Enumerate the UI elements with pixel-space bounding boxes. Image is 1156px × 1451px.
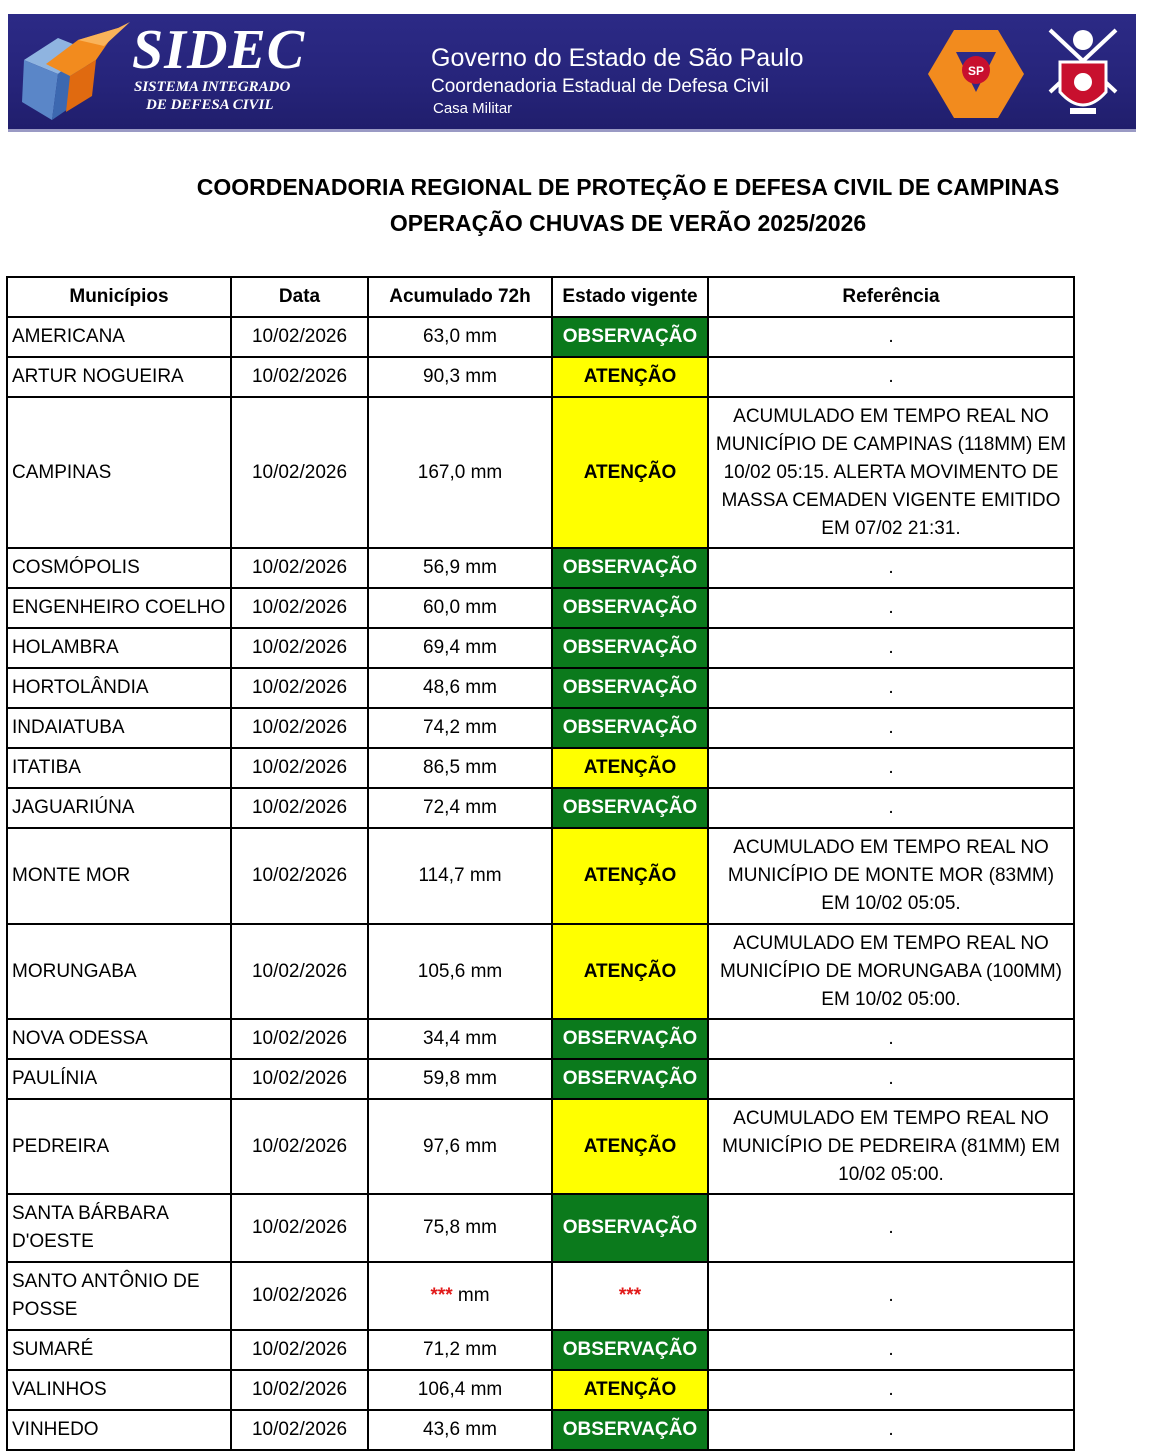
rainfall-cell: [368, 1262, 552, 1330]
rainfall-cell: 75,8 mm: [368, 1194, 552, 1262]
status-badge: OBSERVAÇÃO: [552, 628, 708, 668]
table-row: [7, 1059, 1074, 1099]
reference-cell: ACUMULADO EM TEMPO REAL NO MUNICÍPIO DE PEDREIRA (81MM) EM 10/02 05:00.: [708, 1099, 1074, 1194]
table-row: [7, 924, 1074, 1019]
status-badge: ATENÇÃO: [552, 748, 708, 788]
status-badge: ATENÇÃO: [552, 357, 708, 397]
column-header-estado: Estado vigente: [552, 277, 708, 317]
date-cell: 10/02/2026: [231, 748, 368, 788]
date-cell: 10/02/2026: [231, 628, 368, 668]
reference-cell: ACUMULADO EM TEMPO REAL NO MUNICÍPIO DE MONTE MOR (83MM) EM 10/02 05:05.: [708, 828, 1074, 924]
status-badge: OBSERVAÇÃO: [552, 1019, 708, 1059]
government-title: Governo do Estado de São Paulo: [431, 44, 804, 72]
sidec-logo-icon: [18, 20, 138, 124]
status-badge: OBSERVAÇÃO: [552, 548, 708, 588]
status-badge: OBSERVAÇÃO: [552, 317, 708, 357]
status-badge: ATENÇÃO: [552, 1099, 708, 1194]
status-badge: OBSERVAÇÃO: [552, 1410, 708, 1450]
municipio-cell: HORTOLÂNDIA: [7, 668, 231, 708]
municipio-cell: CAMPINAS: [7, 397, 231, 548]
date-cell: 10/02/2026: [231, 1019, 368, 1059]
status-badge: OBSERVAÇÃO: [552, 788, 708, 828]
military-crest-icon: [1040, 22, 1126, 122]
table-row: [7, 1370, 1074, 1410]
table-row: [7, 1019, 1074, 1059]
municipio-cell: MONTE MOR: [7, 828, 231, 924]
date-cell: 10/02/2026: [231, 924, 368, 1019]
rainfall-cell: 48,6 mm: [368, 668, 552, 708]
rainfall-cell: 43,6 mm: [368, 1410, 552, 1450]
table-row: [7, 317, 1074, 357]
rainfall-cell: 56,9 mm: [368, 548, 552, 588]
column-header-municipios: Municípios: [7, 277, 231, 317]
brand-subtitle-2: DE DEFESA CIVIL: [146, 97, 274, 113]
date-cell: 10/02/2026: [231, 1194, 368, 1262]
date-cell: 10/02/2026: [231, 548, 368, 588]
table-row: [7, 357, 1074, 397]
rainfall-cell: 71,2 mm: [368, 1330, 552, 1370]
table-row: [7, 588, 1074, 628]
date-cell: 10/02/2026: [231, 588, 368, 628]
casa-militar-label: Casa Militar: [433, 100, 513, 117]
rainfall-cell: 34,4 mm: [368, 1019, 552, 1059]
municipio-cell: SUMARÉ: [7, 1330, 231, 1370]
date-cell: 10/02/2026: [231, 357, 368, 397]
reference-cell: .: [708, 548, 1074, 588]
municipio-cell: SANTA BÁRBARA D'OESTE: [7, 1194, 231, 1262]
date-cell: 10/02/2026: [231, 668, 368, 708]
rainfall-cell: 106,4 mm: [368, 1370, 552, 1410]
rainfall-unit: mm: [452, 1285, 490, 1306]
status-badge: ATENÇÃO: [552, 1370, 708, 1410]
header-banner: [8, 14, 1136, 132]
reference-cell: .: [708, 708, 1074, 748]
municipality-status-table: [6, 276, 1075, 1451]
date-cell: 10/02/2026: [231, 788, 368, 828]
reference-cell: .: [708, 1019, 1074, 1059]
municipio-cell: JAGUARIÚNA: [7, 788, 231, 828]
municipio-cell: AMERICANA: [7, 317, 231, 357]
municipio-cell: ARTUR NOGUEIRA: [7, 357, 231, 397]
status-badge: OBSERVAÇÃO: [552, 1194, 708, 1262]
table-row: [7, 828, 1074, 924]
rainfall-cell: 90,3 mm: [368, 357, 552, 397]
reference-cell: .: [708, 628, 1074, 668]
missing-value-stars: ***: [430, 1285, 453, 1306]
defesa-civil-emblem-icon: [926, 28, 1026, 120]
table-row: [7, 1099, 1074, 1194]
date-cell: 10/02/2026: [231, 1370, 368, 1410]
municipio-cell: SANTO ANTÔNIO DE POSSE: [7, 1262, 231, 1330]
reference-cell: .: [708, 1194, 1074, 1262]
municipio-cell: HOLAMBRA: [7, 628, 231, 668]
municipio-cell: VINHEDO: [7, 1410, 231, 1450]
reference-cell: .: [708, 317, 1074, 357]
reference-cell: .: [708, 588, 1074, 628]
status-badge: OBSERVAÇÃO: [552, 1330, 708, 1370]
municipio-cell: VALINHOS: [7, 1370, 231, 1410]
table-header-row: [7, 277, 1074, 317]
table-row: [7, 1262, 1074, 1330]
reference-cell: ACUMULADO EM TEMPO REAL NO MUNICÍPIO DE CAMPINAS (118MM) EM 10/02 05:15. ALERTA MOVIMENTO DE MASSA CEMADEN VIGENTE EMITIDO EM 07/02 21:31.: [708, 397, 1074, 548]
municipio-cell: ITATIBA: [7, 748, 231, 788]
date-cell: 10/02/2026: [231, 1330, 368, 1370]
table-row: [7, 668, 1074, 708]
rainfall-cell: 105,6 mm: [368, 924, 552, 1019]
date-cell: 10/02/2026: [231, 708, 368, 748]
rainfall-cell: 167,0 mm: [368, 397, 552, 548]
status-badge: OBSERVAÇÃO: [552, 708, 708, 748]
document-title: COORDENADORIA REGIONAL DE PROTEÇÃO E DEFESA CIVIL DE CAMPINAS: [196, 174, 1060, 200]
municipio-cell: INDAIATUBA: [7, 708, 231, 748]
table-row: [7, 628, 1074, 668]
status-badge: ATENÇÃO: [552, 924, 708, 1019]
reference-cell: .: [708, 1059, 1074, 1099]
rainfall-cell: 69,4 mm: [368, 628, 552, 668]
reference-cell: .: [708, 1370, 1074, 1410]
date-cell: 10/02/2026: [231, 1262, 368, 1330]
column-header-acumulado: Acumulado 72h: [368, 277, 552, 317]
table-row: [7, 748, 1074, 788]
rainfall-cell: 72,4 mm: [368, 788, 552, 828]
table-row: [7, 548, 1074, 588]
rainfall-cell: 60,0 mm: [368, 588, 552, 628]
status-badge: OBSERVAÇÃO: [552, 1059, 708, 1099]
municipio-cell: NOVA ODESSA: [7, 1019, 231, 1059]
date-cell: 10/02/2026: [231, 1099, 368, 1194]
brand-subtitle-1: SISTEMA INTEGRADO: [134, 79, 291, 95]
reference-cell: ACUMULADO EM TEMPO REAL NO MUNICÍPIO DE MORUNGABA (100MM) EM 10/02 05:00.: [708, 924, 1074, 1019]
reference-cell: .: [708, 748, 1074, 788]
date-cell: 10/02/2026: [231, 317, 368, 357]
table-row: [7, 788, 1074, 828]
municipio-cell: ENGENHEIRO COELHO: [7, 588, 231, 628]
municipio-cell: MORUNGABA: [7, 924, 231, 1019]
date-cell: 10/02/2026: [231, 828, 368, 924]
emblem-label: SP: [967, 64, 985, 78]
rainfall-cell: 97,6 mm: [368, 1099, 552, 1194]
date-cell: 10/02/2026: [231, 397, 368, 548]
rainfall-cell: 86,5 mm: [368, 748, 552, 788]
table-row: [7, 397, 1074, 548]
status-badge: ***: [552, 1262, 708, 1330]
status-badge: ATENÇÃO: [552, 397, 708, 548]
document-subtitle: OPERAÇÃO CHUVAS DE VERÃO 2025/2026: [389, 210, 867, 236]
coordination-name: Coordenadoria Estadual de Defesa Civil: [431, 76, 769, 97]
municipio-cell: PEDREIRA: [7, 1099, 231, 1194]
rainfall-cell: 114,7 mm: [368, 828, 552, 924]
rainfall-cell: 63,0 mm: [368, 317, 552, 357]
status-badge: OBSERVAÇÃO: [552, 588, 708, 628]
table-row: [7, 1330, 1074, 1370]
column-header-referencia: Referência: [708, 277, 1074, 317]
column-header-data: Data: [231, 277, 368, 317]
reference-cell: .: [708, 1410, 1074, 1450]
rainfall-cell: 74,2 mm: [368, 708, 552, 748]
date-cell: 10/02/2026: [231, 1410, 368, 1450]
reference-cell: .: [708, 668, 1074, 708]
table-row: [7, 1410, 1074, 1450]
municipio-cell: COSMÓPOLIS: [7, 548, 231, 588]
municipio-cell: PAULÍNIA: [7, 1059, 231, 1099]
date-cell: 10/02/2026: [231, 1059, 368, 1099]
status-badge: ATENÇÃO: [552, 828, 708, 924]
table-row: [7, 708, 1074, 748]
reference-cell: .: [708, 788, 1074, 828]
status-badge: OBSERVAÇÃO: [552, 668, 708, 708]
rainfall-cell: 59,8 mm: [368, 1059, 552, 1099]
reference-cell: .: [708, 357, 1074, 397]
table-row: [7, 1194, 1074, 1262]
reference-cell: .: [708, 1262, 1074, 1330]
reference-cell: .: [708, 1330, 1074, 1370]
brand-title: SIDEC: [132, 19, 306, 81]
